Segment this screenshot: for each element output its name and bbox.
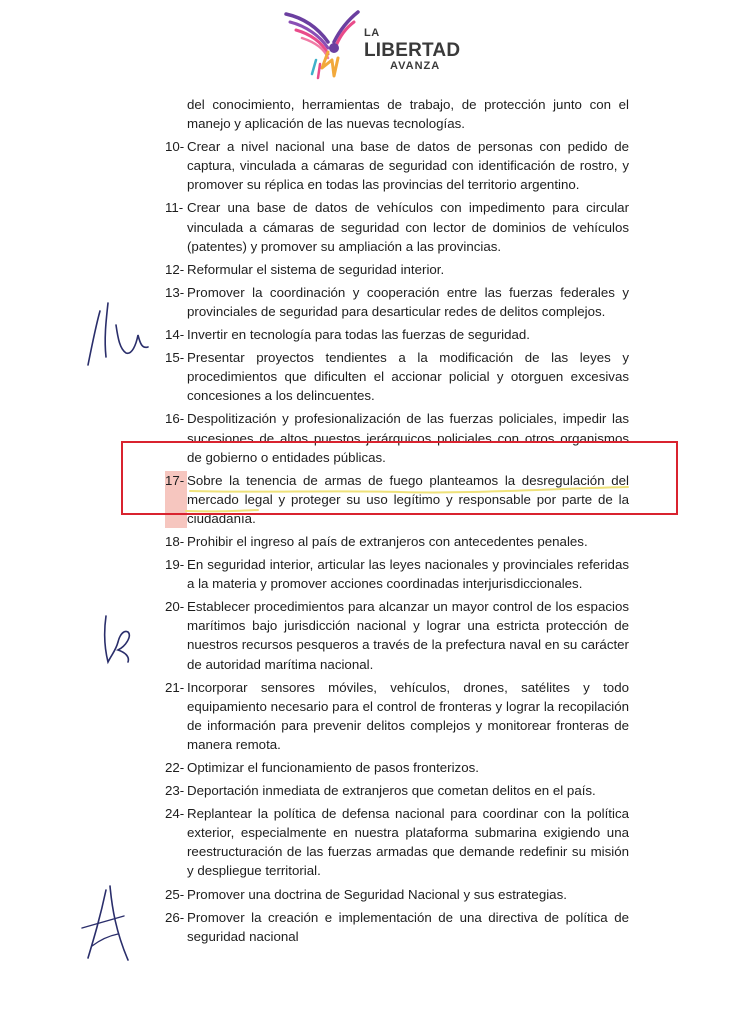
item-text: Sobre la tenencia de armas de fuego planteamos la desregulación del mercado legal y proteger su uso legítimo y responsable por parte de la ciudadanía. [187,472,629,526]
list-item-22 [165,758,629,777]
item-text: En seguridad interior, articular las leyes nacionales y provinciales referidas a la materia y promover acciones coordinadas interjurisdiccionales. [187,557,629,592]
logo-wordmark [364,28,460,72]
item-number: 16- [165,411,185,427]
list-item-12 [165,260,629,279]
logo-libertad: LIBERTAD [364,40,461,61]
signature-initials-icon [82,295,152,375]
item-text: Incorporar sensores móviles, vehículos, drones, satélites y todo equipamiento necesario para el control de fronteras y lograr la recopilación de información para prevenir delitos complejos y monitorear fronteras de manera remota. [187,679,629,752]
item-number: 23- [165,783,185,799]
list-item-13 [165,283,629,321]
continuation-paragraph: del conocimiento, herramientas de trabajo, de protección junto con el manejo y aplicación de las nuevas tecnologías. [187,97,629,132]
item-text: Promover la creación e implementación de una directiva de política de seguridad nacional [187,909,629,944]
list-item-25 [165,885,629,904]
item-number-highlighted: 17- [165,471,187,528]
item-number: 26- [165,909,185,925]
item-text: Presentar proyectos tendientes a la modificación de las leyes y procedimientos que dificulten el accionar policial y otorguen excesivas concesiones a los delincuentes. [187,350,629,404]
party-logo [282,8,472,84]
list-item-18 [165,532,629,551]
item-text: Prohibir el ingreso al país de extranjeros con antecedentes penales. [187,533,588,549]
item-number: 24- [165,806,185,822]
list-item-10 [165,137,629,194]
item-text: Crear a nivel nacional una base de datos de personas con pedido de captura, vinculada a cámaras de seguridad con identificación de rostro, y promover su réplica en todas las provincias del territorio argentino. [187,139,629,193]
item-number: 12- [165,261,185,277]
item-number: 25- [165,886,185,902]
item-number: 11- [165,200,184,216]
item-text: Crear una base de datos de vehículos con impedimento para circular vinculada a cámaras de seguridad con lector de dominios de vehículos (patentes) y promover su ampliación a las provincias. [187,200,629,254]
list-item-23 [165,781,629,800]
item-text: Deportación inmediata de extranjeros que cometan delitos en el país. [187,783,596,799]
item-number: 14- [165,327,185,343]
item-text: Invertir en tecnología para todas las fuerzas de seguridad. [187,327,530,343]
logo-avanza: AVANZA [390,60,441,72]
list-item-14 [165,325,629,344]
item-text: Optimizar el funcionamiento de pasos fronterizos. [187,760,479,775]
list-item-24 [165,804,629,880]
eagle-logo-icon [282,8,362,84]
list-item-26 [165,908,629,946]
item-number: 19- [165,557,185,573]
item-text: Promover una doctrina de Seguridad Nacional y sus estrategias. [187,886,567,902]
item-text: Replantear la política de defensa nacional para coordinar con la política exterior, especialmente en nuestra plataforma submarina exigiendo una reestructuración de las fuerzas armadas que demande redefinir su misión y despliegue territorial. [187,806,629,879]
list-item-21 [165,678,629,754]
item-text: Promover la coordinación y cooperación entre las fuerzas federales y provinciales de seguridad para desarticular redes de delitos complejos. [187,284,629,319]
item-number: 15- [165,350,185,366]
item-number: 13- [165,284,185,300]
item-number: 10- [165,139,185,155]
item-text: Reformular el sistema de seguridad interior. [187,261,445,277]
item-number: 22- [165,760,185,775]
highlight-box [121,441,678,515]
item-text: Despolitización y profesionalización de las fuerzas policiales, impedir las sucesiones de altos puestos jerárquicos policiales con otros organismos de gobierno o entidades públicas. [187,411,629,465]
list-item-20 [165,597,629,673]
signature-scribble-icon [78,880,138,962]
list-item-19 [165,555,629,593]
item-text: Establecer procedimientos para alcanzar un mayor control de los espacios marítimos bajo jurisdicción nacional y lograr una estricta protección de nuestros recursos pesqueros a través de la prefectura naval en su carácter de autoridad marítima nacional. [187,599,629,672]
list-item-15 [165,348,629,405]
list-item-11 [165,198,629,255]
signature-mark-icon [98,612,138,666]
item-number: 21- [165,679,185,695]
logo-la: LA [364,27,380,39]
item-number: 20- [165,599,185,615]
item-number: 18- [165,533,185,549]
document-body [165,95,629,950]
